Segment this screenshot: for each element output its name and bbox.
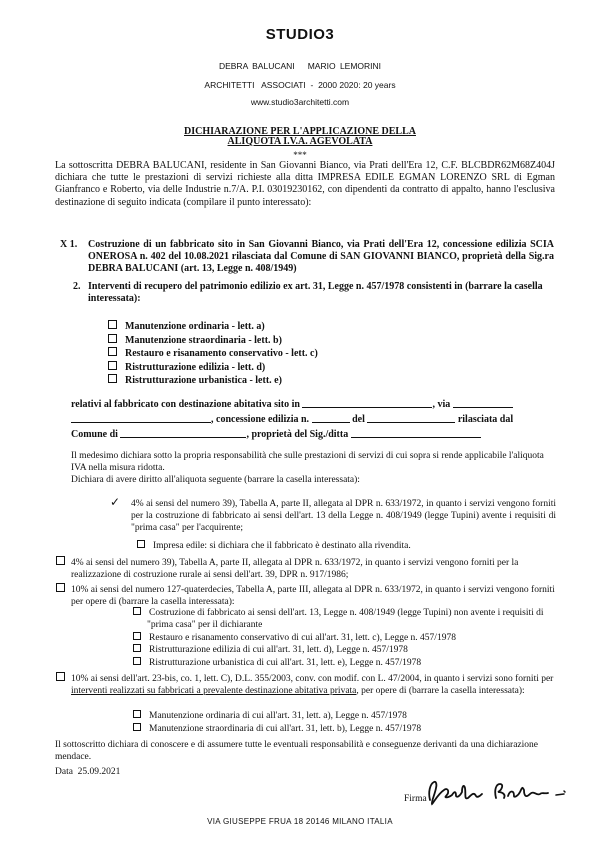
studio-tagline: ARCHITETTI ASSOCIATI - 2000 2020: 20 years [204,80,396,90]
checkbox[interactable] [108,320,117,329]
sub-option: Manutenzione ordinaria di cui all'art. 31, lett. a), Legge n. 457/1978 [131,710,556,723]
checkbox[interactable] [133,657,141,665]
website-text: www.studio3architetti.com [250,97,350,107]
checkbox[interactable] [108,374,117,383]
item-2-marker: 2. [73,281,81,292]
closing-statement: Il sottoscritto dichiara di conoscere e di assumere tutte le eventuali responsabilità e conseguenze derivanti da una dichiarazione mendace. [55,740,538,762]
checklist-item: Restauro e risanamento conservativo - lett. c) [108,347,318,361]
sub-option: Costruzione di fabbricato ai sensi dell'art. 13, Legge n. 408/1949 (legge Tupini) non avente i requisiti di "prima casa" per il dichiarante [131,607,556,632]
intro-paragraph: La sottoscritta DEBRA BALUCANI, residente in San Giovanni Bianco, via Prati dell'Era 12, C.F. BLCBDR62M68Z404J dichiara che tutte le prestazioni di servizi richieste alla ditta IMPRESA EDILE EGMAN LORENZO SRL di Egman Gianfranco e Roberto, via delle Industrie n.7/A. P.I. 03019230162, con dipendenti da contratto di appalto, hanno l'esclusiva destinazione di seguito indicata (compilare il punto interessato): [55,160,555,208]
signature-label: Firma [404,794,427,804]
recovery-checklist [108,320,318,388]
checkbox[interactable] [108,347,117,356]
sub-option: Ristrutturazione urbanistica di cui all'art. 31, lett. e), Legge n. 457/1978 [131,657,556,670]
checkbox[interactable] [108,334,117,343]
rate-option-4-subs [131,710,556,736]
sub-option: Restauro e risanamento conservativo di cui all'art. 31, lett. c), Legge n. 457/1978 [131,632,556,645]
title-line-2: ALIQUOTA I.V.A. AGEVOLATA [227,136,373,147]
sub-option: Manutenzione straordinaria di cui all'art. 31, lett. b), Legge n. 457/1978 [131,723,556,736]
checklist-item: Manutenzione straordinaria - lett. b) [108,334,318,348]
property-details-form: relativi al fabbricato con destinazione abitativa sito in , via , concessione edilizia n. del rilasciata dal Comune di , proprietà del Sig./ditta [71,399,514,440]
item-2-text: Interventi di recupero del patrimonio edilizio ex art. 31, Legge n. 457/1978 consistenti in (barrare la casella interessata): [88,281,543,305]
checkbox[interactable] [133,607,141,615]
rate-option-1: 4% ai sensi del numero 39), Tabella A, parte II, allegata al DPR n. 633/1972, in quanto i servizi vengono forniti per la costruzione di fabbricato ai sensi dell'art. 13 della Legge n. 408/1949 (legge Tupini) avente i requisiti di "prima casa" per l'acquirente; [131,499,556,533]
checkbox[interactable] [56,556,65,565]
sub-option: Ristrutturazione edilizia di cui all'art. 31, lett. d), Legge n. 457/1978 [131,644,556,657]
title-line-1: DICHIARAZIONE PER L'APPLICAZIONE DELLA [184,126,416,137]
rate-option-4: 10% ai sensi dell'art. 23-bis, co. 1, lett. C), D.L. 355/2003, conv. con modif. con L. 47/2004, in quanto i servizi sono forniti per interventi realizzati su fabbricati a prevalente destinazione abitativa privata, per opere di (barrare la casella interessata): [71,672,556,698]
item-1-marker: X 1. [60,239,78,250]
rate-option-2: 4% ai sensi del numero 39), Tabella A, parte II, allegata al DPR n. 633/1972, in quanto i servizi vengono forniti per la realizzazione di costruzione rurale ai sensi dell'art. 39, DPR n. 917/1986; [71,556,556,582]
checkbox[interactable] [133,710,141,718]
footer-address: VIA GIUSEPPE FRUA 18 20146 MILANO ITALIA [207,817,393,826]
checkbox[interactable] [108,361,117,370]
document-title [0,127,600,147]
title-separator: *** [293,150,307,160]
concession-date-blank[interactable] [367,413,455,423]
responsibility-declaration: Il medesimo dichiara sotto la propria responsabilità che sulle prestazioni di servizi di cui sopra si rende applicabile l'aliquota IVA nella misura ridotta. [71,451,544,473]
checkbox[interactable] [56,583,65,592]
checkmark-icon: ✓ [110,495,121,509]
checklist-item: Ristrutturazione urbanistica - lett. e) [108,374,318,388]
checkbox[interactable] [133,723,141,731]
checkbox[interactable] [137,540,145,548]
document-date: Data 25.09.2021 [55,767,121,777]
checkbox[interactable] [133,632,141,640]
municipality-blank[interactable] [120,428,246,438]
rate-option-3-subs [131,607,556,670]
concession-number-blank[interactable] [312,413,350,423]
street-blank[interactable] [453,398,513,408]
checkbox[interactable] [56,672,65,681]
street-continued-blank[interactable] [71,413,211,423]
rate-option-3: 10% ai sensi del numero 127-quaterdecies, Tabella A, parte III, allegata al DPR n. 633/1972, in quanto i servizi vengono forniti per opere di (barrare la casella interessata): [71,583,556,609]
address-blank[interactable] [302,398,432,408]
checklist-item: Manutenzione ordinaria - lett. a) [108,320,318,334]
checkbox[interactable] [133,644,141,652]
handwritten-signature [424,778,574,810]
architect-names: DEBRA BALUCANI MARIO LEMORINI [218,61,382,71]
checklist-item: Ristrutturazione edilizia - lett. d) [108,361,318,375]
rate-declaration: Dichiara di avere diritto all'aliquota seguente (barrare la casella interessata): [71,475,360,485]
owner-blank[interactable] [351,428,481,438]
rate-option-1-sub: Impresa edile: si dichiara che il fabbricato è destinato alla rivendita. [131,540,556,553]
item-1-text: Costruzione di un fabbricato sito in San Giovanni Bianco, via Prati dell'Era 12, concessione edilizia SCIA ONEROSA n. 402 del 10.08.2021 rilasciata dal Comune di SAN GIOVANNI BIANCO, proprietà della Sig.ra DEBRA BALUCANI (art. 13, Legge n. 408/1949) [88,239,554,275]
brand-title: STUDIO3 [265,26,335,43]
